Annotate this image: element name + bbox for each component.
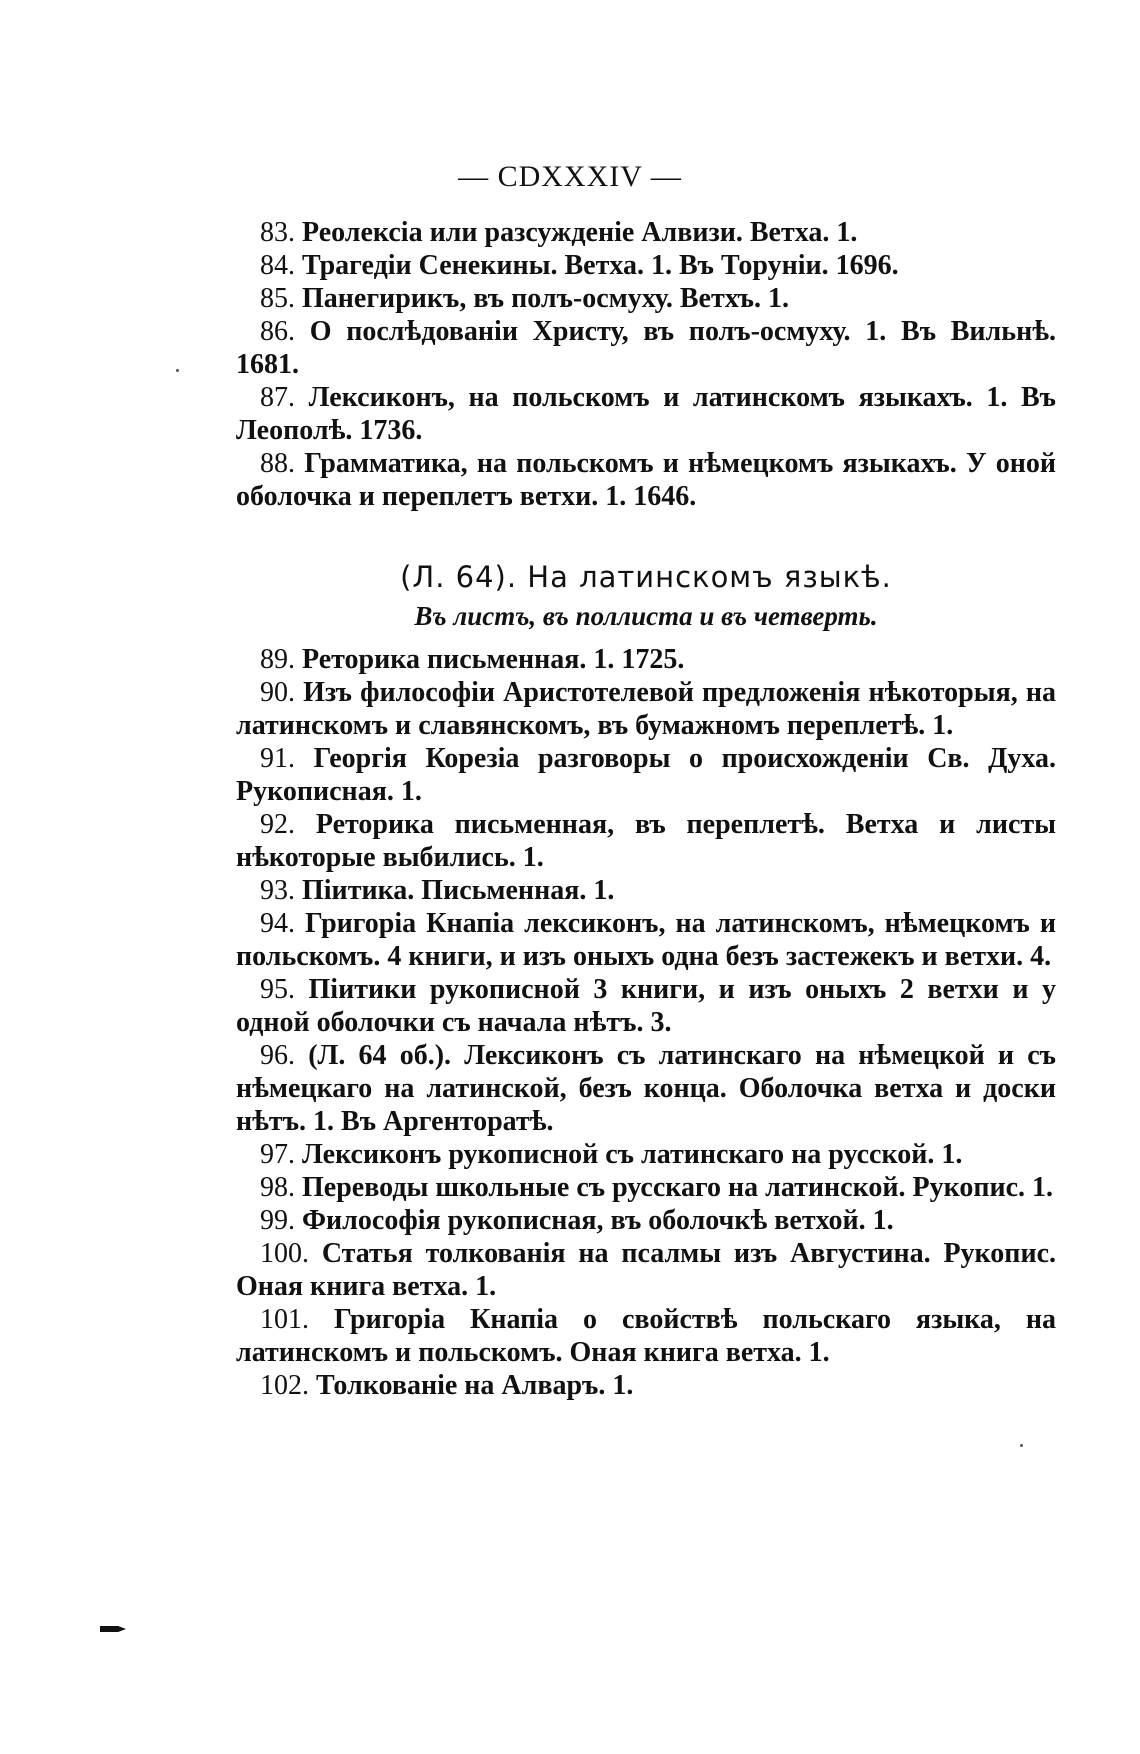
list-item: 92. Реторика письменная, въ переплетѣ. Ветха и листы нѣкоторые выбились. 1. bbox=[236, 809, 1057, 873]
speck-mark bbox=[176, 369, 179, 372]
list-item: 100. Статья толкованiя на псалмы изъ Августина. Рукопис. Оная книга ветха. 1. bbox=[236, 1238, 1057, 1302]
list-item: 91. Георгiя Корезiа разговоры о происхожденiи Св. Духа. Рукописная. 1. bbox=[236, 743, 1056, 807]
speck-mark bbox=[1020, 1444, 1023, 1447]
list-item: 96. (Л. 64 об.). Лексиконъ съ латинскаго на нѣмецкой и съ нѣмецкаго на латинской, безъ конца. Оболочка ветха и доски нѣтъ. 1. Въ Аргенторатѣ. bbox=[236, 1040, 1056, 1137]
entries-list-a bbox=[236, 216, 1056, 513]
section-subtitle: Въ листъ, въ поллиста и въ четверть. bbox=[414, 601, 878, 631]
list-item: 90. Изъ философiи Аристотелевой предложенiя нѣкоторыя, на латинскомъ и славянскомъ, въ бумажномъ переплетѣ. 1. bbox=[236, 677, 1056, 741]
section-title: (Л. 64). На латинскомъ языкѣ. bbox=[400, 560, 892, 594]
list-item: 88. Грамматика, на польскомъ и нѣмецкомъ языкахъ. У оной оболочка и переплетъ ветхи. 1. 1646. bbox=[236, 448, 1056, 512]
list-item: 101. Григорiа Кнапiа о свойствѣ польскаго языка, на латинскомъ и польскомъ. Оная книга ветха. 1. bbox=[236, 1304, 1056, 1368]
list-item: 93. Пiитика. Письменная. 1. bbox=[260, 875, 615, 906]
list-item: 89. Реторика письменная. 1. 1725. bbox=[260, 644, 685, 675]
list-item: 84. Трагедiи Сенекины. Ветха. 1. Въ Торунiи. 1696. bbox=[260, 250, 899, 281]
list-item: 99. Философiя рукописная, въ оболочкѣ ветхой. 1. bbox=[260, 1205, 894, 1236]
list-item: 102. Толкованiе на Алваръ. 1. bbox=[260, 1370, 634, 1401]
margin-arrow-mark bbox=[100, 1626, 126, 1632]
list-item: 95. Пiитики рукописной 3 книги, и изъ оныхъ 2 ветхи и у одной оболочки съ начала нѣтъ. 3. bbox=[236, 974, 1057, 1038]
list-item: 83. Реолексiа или разсужденiе Алвизи. Ветха. 1. bbox=[260, 217, 858, 248]
list-item: 97. Лексиконъ рукописной съ латинскаго на русской. 1. bbox=[260, 1139, 963, 1170]
list-item: 94. Григорiа Кнапiа лексиконъ, на латинскомъ, нѣмецкомъ и польскомъ. 4 книги, и изъ оныхъ одна безъ застежекъ и ветхи. 4. bbox=[236, 908, 1057, 972]
list-item: 87. Лексиконъ, на польскомъ и латинскомъ языкахъ. 1. Въ Леополѣ. 1736. bbox=[236, 382, 1057, 446]
latin-section bbox=[236, 561, 1056, 1402]
list-item: 85. Панегирикъ, въ полъ-осмуху. Ветхъ. 1. bbox=[260, 283, 789, 314]
list-item: 98. Переводы школьные съ русскаго на латинской. Рукопис. 1. bbox=[260, 1172, 1054, 1203]
page-header: — CDXXXIV — bbox=[458, 160, 682, 193]
list-item: 86. О послѣдованiи Христу, въ полъ-осмуху. 1. Въ Вильнѣ. 1681. bbox=[236, 316, 1056, 380]
